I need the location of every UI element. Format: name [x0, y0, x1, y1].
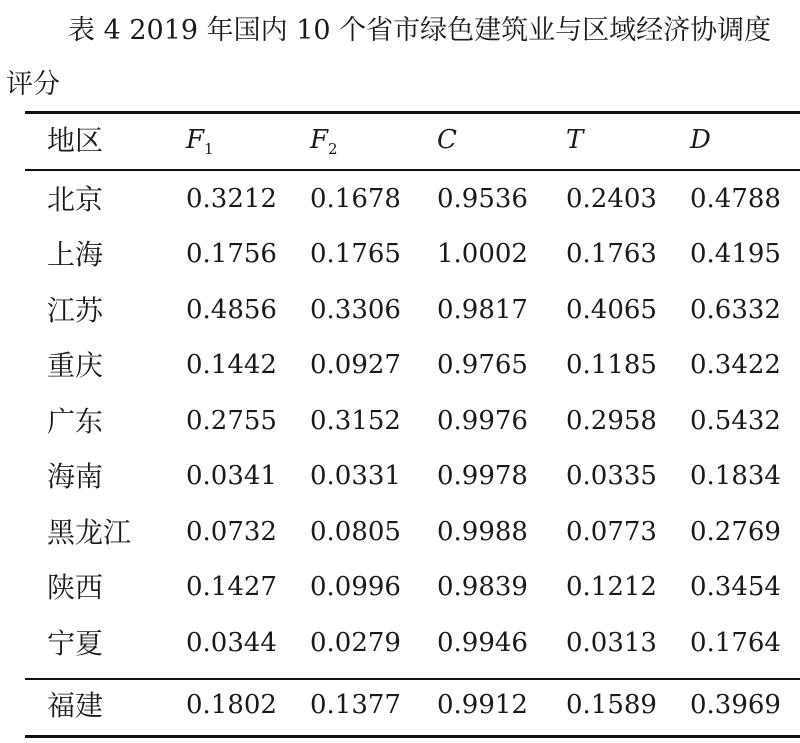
table-row-value-2: 0.0279 [310, 628, 401, 658]
table-row-value-5: 0.4195 [690, 239, 781, 269]
table-footer-row-region: 福建 [47, 689, 104, 722]
table-row-region: 陕西 [47, 571, 104, 604]
table-caption [0, 0, 800, 105]
column-header-5 [690, 127, 711, 153]
table-footer-row-value-3: 0.9912 [437, 690, 528, 720]
table-row-value-1: 0.0732 [186, 517, 277, 547]
table-row-value-3: 0.9976 [437, 406, 528, 436]
table-row-value-3: 0.9988 [437, 517, 528, 547]
table-footer-row-value-1: 0.1802 [186, 690, 277, 720]
table-row-value-1: 0.1442 [186, 350, 277, 380]
table-row-value-5: 0.1834 [690, 461, 781, 491]
table-row-value-2: 0.0805 [310, 517, 401, 547]
table-footer-row-value-5: 0.3969 [690, 690, 781, 720]
table-row-value-3: 1.0002 [437, 239, 528, 269]
table-top-rule [25, 111, 800, 114]
table-row-value-4: 0.2958 [566, 406, 657, 436]
table-header-rule [25, 169, 800, 171]
column-header-text: 地区 [47, 124, 104, 157]
table-row-value-1: 0.2755 [186, 406, 277, 436]
table-row-value-2: 0.0996 [310, 572, 401, 602]
table-row-value-2: 0.3152 [310, 406, 401, 436]
table-row-value-5: 0.6332 [690, 295, 781, 325]
table-row-value-1: 0.1427 [186, 572, 277, 602]
table-row-region: 重庆 [47, 349, 104, 382]
table-row-value-4: 0.1763 [566, 239, 657, 269]
column-header-text: F [310, 125, 329, 155]
table-row-region: 宁夏 [47, 627, 104, 660]
table-row-value-2: 0.1678 [310, 184, 401, 214]
table-footer-row-value-2: 0.1377 [310, 690, 401, 720]
column-header-subscript: 1 [204, 140, 214, 158]
table-footer-row-value-4: 0.1589 [566, 690, 657, 720]
table-row-value-3: 0.9978 [437, 461, 528, 491]
table-row-value-4: 0.0313 [566, 628, 657, 658]
caption-line-1: 表 4 2019 年国内 10 个省市绿色建筑业与区域经济协调度 [68, 15, 772, 46]
column-header-subscript: 2 [328, 140, 338, 158]
table-row-value-2: 0.0331 [310, 461, 401, 491]
column-header-text: T [566, 125, 584, 155]
table-row-value-1: 0.0341 [186, 461, 277, 491]
table-row-region: 上海 [47, 238, 104, 271]
table-row-region: 江苏 [47, 294, 104, 327]
table-row-value-1: 0.4856 [186, 295, 277, 325]
table-row-value-4: 0.0335 [566, 461, 657, 491]
table-row-value-5: 0.1764 [690, 628, 781, 658]
table-row-value-3: 0.9765 [437, 350, 528, 380]
table-row-value-5: 0.5432 [690, 406, 781, 436]
table-row-value-4: 0.4065 [566, 295, 657, 325]
table-row-value-5: 0.4788 [690, 184, 781, 214]
table-row-region: 海南 [47, 460, 104, 493]
table-row-value-3: 0.9839 [437, 572, 528, 602]
column-header-0 [47, 124, 104, 157]
table-row-value-3: 0.9817 [437, 295, 528, 325]
table-row-value-1: 0.0344 [186, 628, 277, 658]
table-row-value-4: 0.1185 [566, 350, 657, 380]
table-bottom-rule [25, 735, 800, 738]
table-row-value-3: 0.9946 [437, 628, 528, 658]
table-row-value-3: 0.9536 [437, 184, 528, 214]
column-header-1 [186, 127, 214, 157]
table-row-region: 北京 [47, 183, 104, 216]
table-footer-separator-rule [25, 678, 800, 680]
table-row-region: 广东 [47, 405, 104, 438]
table-row-value-1: 0.3212 [186, 184, 277, 214]
table-row-value-4: 0.2403 [566, 184, 657, 214]
column-header-3 [437, 127, 457, 153]
column-header-4 [566, 127, 583, 153]
table-row-value-4: 0.1212 [566, 572, 657, 602]
table-row-value-2: 0.1765 [310, 239, 401, 269]
table-row-value-1: 0.1756 [186, 239, 277, 269]
table-row-value-5: 0.3454 [690, 572, 781, 602]
column-header-text: C [437, 125, 457, 155]
column-header-text: F [186, 125, 205, 155]
table-row-value-2: 0.0927 [310, 350, 401, 380]
caption-line-2: 评分 [6, 69, 60, 100]
table-row-value-4: 0.0773 [566, 517, 657, 547]
table-row-value-5: 0.3422 [690, 350, 781, 380]
column-header-2 [310, 127, 338, 157]
table-row-region: 黑龙江 [47, 516, 132, 549]
column-header-text: D [690, 125, 711, 155]
table-row-value-5: 0.2769 [690, 517, 781, 547]
table-row-value-2: 0.3306 [310, 295, 401, 325]
